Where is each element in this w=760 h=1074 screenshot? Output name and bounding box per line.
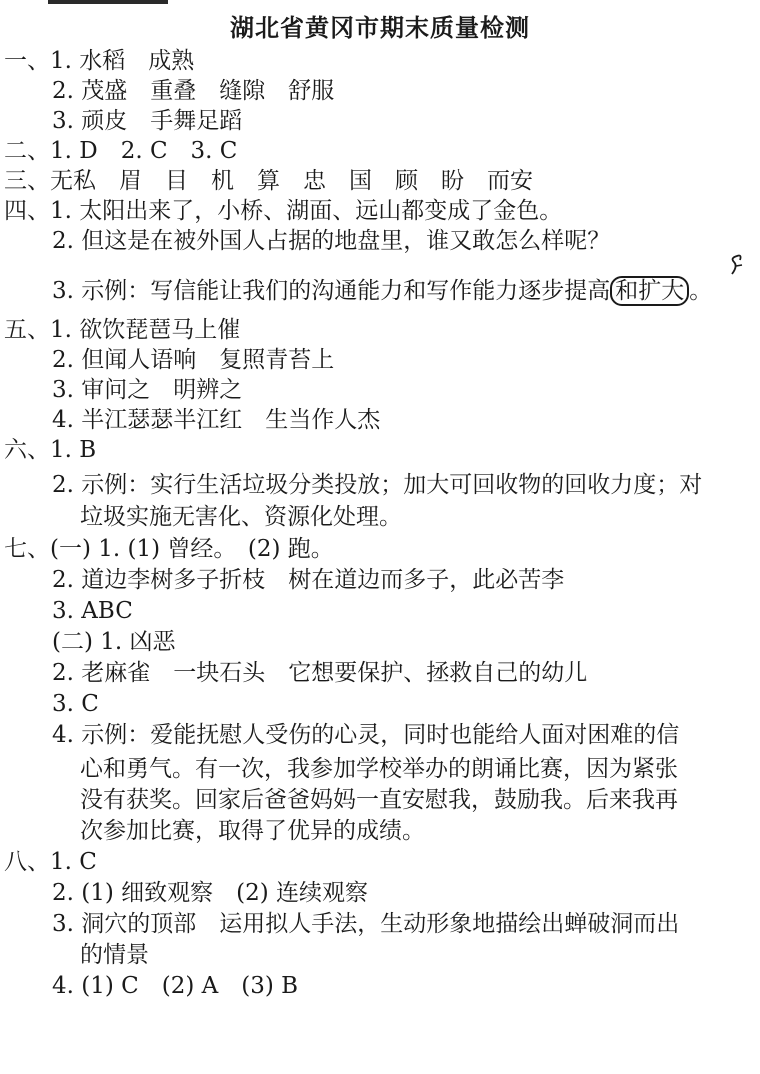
- answer-line: 的情景: [80, 942, 149, 968]
- answer-line: 2. 茂盛 重叠 缝隙 舒服: [52, 78, 335, 104]
- answer-line: 三、无私 眉 目 机 算 忠 国 顾 盼 而安: [4, 168, 533, 194]
- answer-line: 六、1. B: [4, 437, 97, 463]
- answer-line: 2. 示例：实行生活垃圾分类投放；加大可回收物的回收力度；对: [52, 472, 703, 498]
- correction-mark-icon: [728, 252, 748, 278]
- circled-correction: 和扩大: [610, 276, 689, 306]
- answer-line: 3. 顽皮 手舞足蹈: [52, 108, 243, 134]
- answer-line: 3. C: [52, 691, 99, 717]
- answer-line: 4. 示例：爱能抚慰人受伤的心灵，同时也能给人面对困难的信: [52, 722, 680, 748]
- answer-line: 2. 道边李树多子折枝 树在道边而多子，此必苦李: [52, 567, 565, 593]
- answer-line: 垃圾实施无害化、资源化处理。: [80, 504, 402, 530]
- answer-line: 2. 但闻人语响 复照青苔上: [52, 347, 335, 373]
- answer-line: (二) 1. 凶恶: [52, 629, 176, 655]
- answer-line: 4. 半江瑟瑟半江红 生当作人杰: [52, 407, 381, 433]
- period-mark: 。: [689, 278, 713, 304]
- answer-text: 3. 示例：写信能让我们的沟通能力和写作能力逐步提高: [52, 278, 611, 304]
- answer-line: 2. (1) 细致观察 (2) 连续观察: [52, 880, 369, 906]
- top-edge-mark: [48, 0, 168, 4]
- answer-line: 心和勇气。有一次，我参加学校举办的朗诵比赛，因为紧张: [80, 756, 678, 782]
- answer-line: 次参加比赛，取得了优异的成绩。: [80, 818, 425, 844]
- answer-line: 4. (1) C (2) A (3) B: [52, 973, 299, 999]
- answer-line: 3. 洞穴的顶部 运用拟人手法，生动形象地描绘出蝉破洞而出: [52, 911, 680, 937]
- answer-line: 二、1. D 2. C 3. C: [4, 138, 238, 164]
- page-title: 湖北省黄冈市期末质量检测: [230, 14, 530, 42]
- answer-line: 四、1. 太阳出来了，小桥、湖面、远山都变成了金色。: [4, 198, 563, 224]
- answer-line: 3. ABC: [52, 598, 133, 624]
- answer-line: 2. 但这是在被外国人占据的地盘里，谁又敢怎么样呢？: [52, 228, 611, 254]
- answer-line: 一、1. 水稻 成熟: [4, 48, 195, 74]
- answer-line: 七、(一) 1. (1) 曾经。 (2) 跑。: [4, 536, 334, 562]
- answer-line: 3. 审问之 明辨之: [52, 377, 243, 403]
- answer-line: 五、1. 欲饮琵琶马上催: [4, 317, 241, 343]
- answer-line-with-correction: [52, 276, 712, 306]
- answer-line: 八、1. C: [4, 849, 97, 875]
- answer-line: 没有获奖。回家后爸爸妈妈一直安慰我，鼓励我。后来我再: [80, 787, 678, 813]
- answer-line: 2. 老麻雀 一块石头 它想要保护、拯救自己的幼儿: [52, 660, 588, 686]
